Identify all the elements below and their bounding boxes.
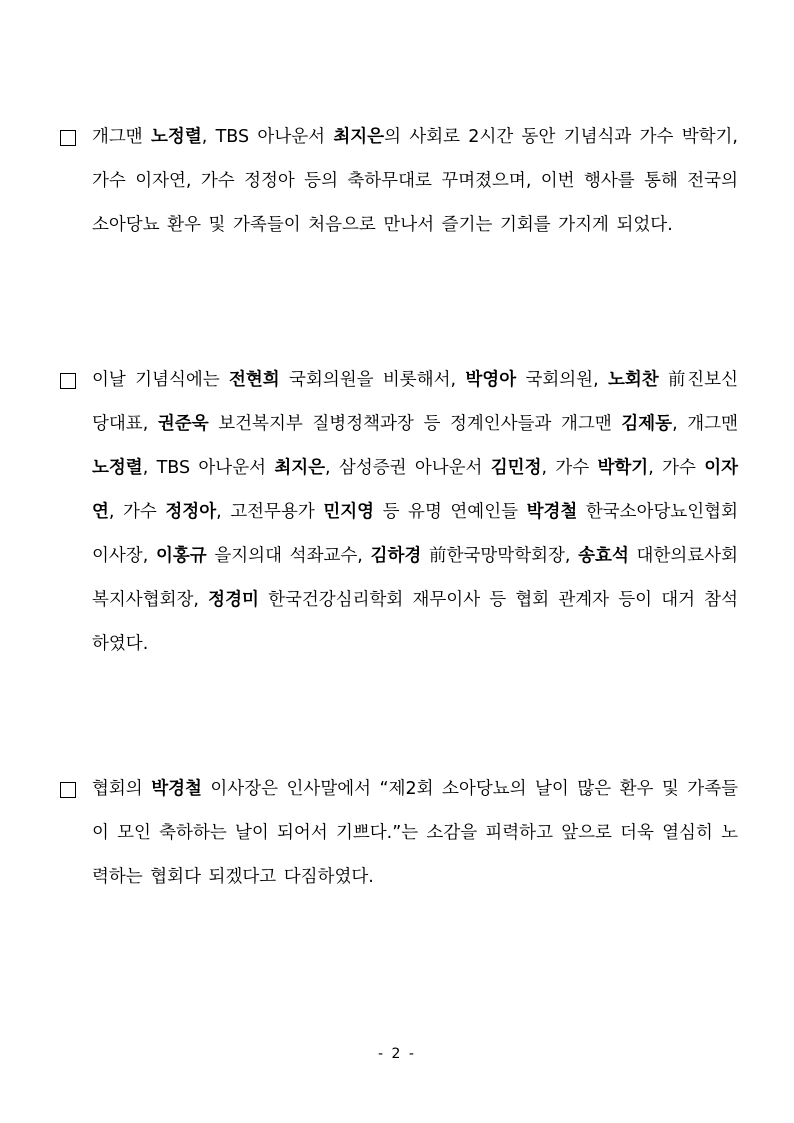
- person-name: 최지은: [274, 458, 326, 478]
- checkbox-bullet-icon: [60, 782, 76, 798]
- page-number: - 2 -: [378, 1046, 416, 1062]
- person-name: 최지은: [333, 127, 385, 147]
- text-segment: 개그맨: [92, 127, 152, 147]
- text-segment: , 가수: [541, 458, 598, 478]
- person-name: 노정렬: [92, 458, 143, 478]
- text-segment: 국회의원을 비롯해서,: [279, 370, 466, 390]
- person-name: 이자연: [92, 458, 739, 522]
- person-name: 김하경: [370, 546, 422, 566]
- text-segment: 협회의: [92, 779, 152, 799]
- text-segment: 보건복지부 질병정책과장 등 정계인사들과 개그맨: [208, 414, 622, 434]
- text-segment: 대한의료사회복지사협회장,: [92, 546, 738, 610]
- person-name: 노회찬: [607, 370, 659, 390]
- text-segment: , 삼성증권 아나운서: [325, 458, 491, 478]
- paragraph-text: [92, 115, 738, 247]
- paragraph-chairman-greeting: [58, 778, 738, 899]
- person-name: 정정아: [165, 502, 217, 522]
- person-name: 김제동: [621, 414, 673, 434]
- text-segment: 한국소아당뇨인협회 이사장,: [92, 502, 738, 566]
- text-segment: , 개그맨: [672, 414, 738, 434]
- text-segment: , TBS 아나운서: [142, 458, 275, 478]
- text-segment: 국회의원,: [516, 370, 608, 390]
- text-segment: 前진보신당대표,: [92, 370, 738, 434]
- person-name: 박경철: [151, 779, 202, 799]
- person-name: 민지영: [323, 502, 375, 522]
- person-name: 이홍규: [155, 546, 207, 566]
- text-segment: 등 유명 연예인들: [374, 502, 527, 522]
- person-name: 권준욱: [157, 414, 209, 434]
- paragraph-attendees: [58, 369, 738, 666]
- text-segment: 이날 기념식에는: [92, 370, 229, 390]
- paragraph-text: [92, 358, 738, 666]
- text-segment: , 고전무용가: [216, 502, 324, 522]
- checkbox-bullet-icon: [60, 130, 76, 146]
- text-segment: , TBS 아나운서: [201, 127, 334, 147]
- person-name: 김민정: [490, 458, 542, 478]
- text-segment: 을지의대 석좌교수,: [206, 546, 371, 566]
- person-name: 박학기: [597, 458, 649, 478]
- person-name: 노정렬: [151, 127, 202, 147]
- person-name: 전현희: [229, 370, 280, 390]
- paragraph-ceremony-host: [58, 126, 738, 247]
- text-segment: 한국건강심리학회 재무이사 등 협회 관계자 등이 대거 참석하였다.: [92, 590, 738, 654]
- person-name: 박영아: [465, 370, 517, 390]
- person-name: 박경철: [526, 502, 578, 522]
- text-segment: 前한국망막학회장,: [421, 546, 579, 566]
- text-segment: 이사장은 인사말에서 “제2회 소아당뇨의 날이 많은 환우 및 가족들이 모인 축하하는 날이 되어서 기쁘다.”는 소감을 피력하고 앞으로 더욱 열심히 노력하는 협회다 되겠다고 다짐하였다.: [92, 779, 738, 887]
- person-name: 정경미: [208, 590, 259, 610]
- checkbox-bullet-icon: [60, 373, 76, 389]
- person-name: 송효석: [578, 546, 629, 566]
- paragraph-text: [92, 767, 738, 899]
- text-segment: 의 사회로 2시간 동안 기념식과 가수 박학기, 가수 이자연, 가수 정정아 등의 축하무대로 꾸며졌으며, 이번 행사를 통해 전국의 소아당뇨 환우 및 가족들이 처음으로 만나서 즐기는 기회를 가지게 되었다.: [92, 127, 738, 235]
- text-segment: , 가수: [108, 502, 166, 522]
- text-segment: , 가수: [648, 458, 705, 478]
